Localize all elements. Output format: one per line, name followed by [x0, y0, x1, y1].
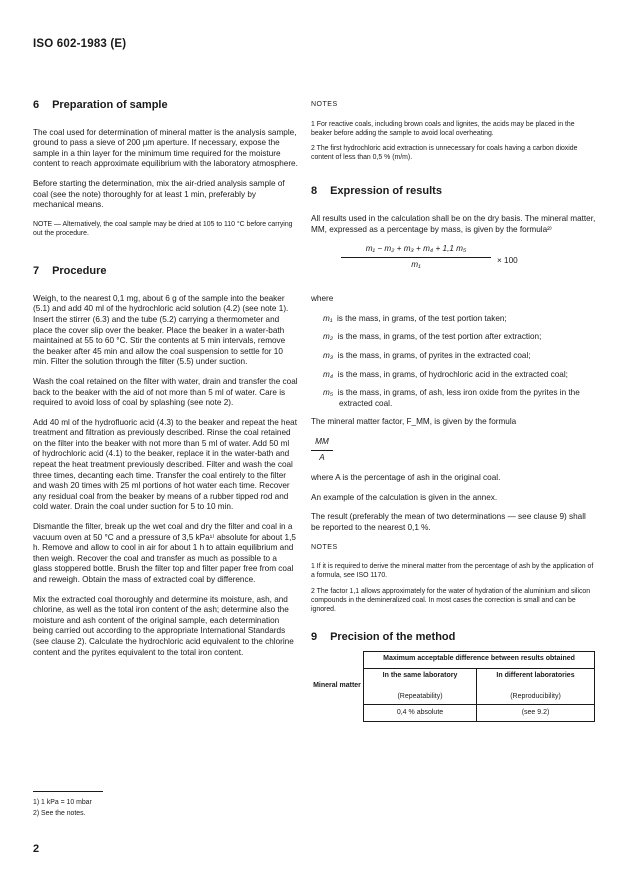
paragraph: Dismantle the filter, break up the wet coal and dry the filter and coal in a vacuum oven at 50 °C and a pressure of 3,5 kPa¹⁾ absolute for about 1,5 h. Remove and allow to cool in air for about 1 h to attain equilibrium and then weigh. Recover the coal and transfer as much as possible to a glass stoppered bottle. Brush the filter top and filter paper free from coal and reweigh. Obtain the mass of extracted coal by difference.: [33, 522, 296, 584]
definition-item: [323, 314, 597, 325]
section-7-heading: [33, 266, 298, 277]
symbol: m₅: [323, 388, 334, 398]
footnote: 2) See the notes.: [33, 810, 86, 817]
definition-item: [323, 370, 597, 381]
formula-fraction: [341, 244, 491, 270]
paragraph: The result (preferably the mean of two determinations — see clause 9) shall be reported to the nearest 0,1 %.: [311, 512, 586, 532]
footnotes: [33, 791, 298, 819]
paragraph: Mix the extracted coal thoroughly and determine its moisture, ash, and chlorine, as well as the total iron content of the ash; determine also the moisture and ash content of the original sample, each determination being carried out according to the appropriate International Standards (see clause 2). Calculate the hydrochloric acid equivalent to the chlorine content and the pyrites equivalent to the total iron content.: [33, 594, 294, 657]
definition-text: is the mass, in grams, of the test portion after extraction;: [337, 332, 542, 342]
section-9-heading: [311, 632, 597, 643]
table-cell: 0,4 % absolute: [364, 705, 477, 722]
section-number: 8: [311, 185, 318, 198]
formula-multiplier: × 100: [497, 256, 518, 266]
section-title: Expression of results: [330, 185, 442, 198]
section-number: 7: [33, 265, 40, 278]
section-title: Precision of the method: [330, 631, 456, 644]
where-label: where: [311, 294, 334, 304]
notes-title: NOTES: [311, 101, 338, 108]
definition-text: is the mass, in grams, of the test portion taken;: [336, 313, 507, 323]
definition-text: is the mass, in grams, of pyrites in the extracted coal;: [337, 350, 531, 360]
section-6-heading: [33, 100, 298, 111]
mineral-matter-formula: [311, 244, 597, 284]
formula-numerator: m₁ − m₂ + m₃ + m₄ + 1,1 m₅: [365, 244, 467, 254]
definition-text: is the mass, in grams, of hydrochloric acid in the extracted coal;: [337, 369, 568, 379]
precision-table: [311, 651, 595, 723]
paragraph: All results used in the calculation shall be on the dry basis. The mineral matter, MM, expressed as a percentage by mass, is given by the formula²⁾: [311, 214, 596, 234]
factor-denominator: A: [319, 452, 325, 462]
fraction-bar: [341, 257, 491, 258]
note: 2 The factor 1,1 allows approximately for the water of hydration of the aluminium and silicon compounds in the demineralized coal. In most cases the correction is small and can be ignored.: [311, 587, 591, 613]
left-column: [33, 100, 298, 667]
symbol-definitions: [323, 314, 597, 410]
paragraph: The mineral matter factor, F_MM, is given by the formula: [311, 417, 517, 427]
column-subtitle: (Repeatability): [397, 692, 443, 700]
factor-formula: [311, 437, 333, 463]
definition-text: is the mass, in grams, of ash, less iron oxide from the pyrites in the extracted coal.: [337, 388, 580, 408]
paragraph: Wash the coal retained on the filter with water, drain and transfer the coal back to the beaker with the aid of not more than 5 ml of water. Care is required to avoid loss of coal by splashing (see note 2).: [33, 376, 298, 408]
symbol: m₁: [323, 313, 333, 323]
symbol: m₃: [323, 350, 334, 360]
paragraph: Add 40 ml of the hydrofluoric acid (4.3) to the beaker and repeat the heat treatment and filtration as previously described. Rinse the coal retained on the filter into the beaker with not more than 5 ml of water. Add 50 ml of hydrochloric acid (4.1) to the beaker, replace it in the water-bath and repeat the heat treatment previously described. Filter and wash the coal three times, decanting each time. Transfer the coal entirely to the filter and wash 20 times with 25 ml portions of hot water each time. Recover any residual coal from the beaker by means of a rubber tipped rod and cold water. Drain the coal under suction for 5 to 10 min.: [33, 417, 297, 512]
paragraph: An example of the calculation is given in the annex.: [311, 492, 498, 502]
notes-title: NOTES: [311, 543, 338, 551]
footnote: 1) 1 kPa = 10 mbar: [33, 799, 92, 806]
document-id: ISO 602-1983 (E): [33, 38, 127, 50]
column-subtitle: (Reproducibility): [510, 692, 561, 700]
section-8-heading: [311, 186, 597, 197]
paragraph: where A is the percentage of ash in the original coal.: [311, 473, 501, 483]
formula-denominator: m₁: [411, 259, 421, 269]
factor-numerator: MM: [315, 436, 329, 446]
section-title: Procedure: [52, 265, 107, 278]
table-cell: (see 9.2): [477, 705, 595, 722]
page-number: 2: [33, 843, 40, 855]
column-title: In the same laboratory: [382, 671, 458, 679]
definition-item: [323, 351, 597, 362]
right-column: [311, 100, 597, 722]
note: 1 If it is required to derive the mineral matter from the percentage of ash by the application of a formula, see ISO 1170.: [311, 563, 594, 580]
paragraph: The coal used for determination of mineral matter is the analysis sample, ground to pass a sieve of 200 µm aperture. If necessary, expose the sample in a thin layer for the minimum time required for the moisture content to reach approximate equilibrium with the laboratory atmosphere.: [33, 127, 298, 169]
note: 1 For reactive coals, including brown coals and lignites, the acids may be placed in the beaker before adding the sample to avoid local overheating.: [311, 120, 575, 137]
symbol: m₂: [323, 332, 333, 342]
definition-item: [323, 332, 597, 343]
footnote-rule: [33, 791, 103, 792]
section-title: Preparation of sample: [52, 99, 168, 111]
section-number: 9: [311, 631, 318, 644]
column-header: [364, 668, 477, 705]
symbol: m₄: [323, 369, 334, 379]
column-title: In different laboratories: [496, 671, 575, 679]
note: NOTE — Alternatively, the coal sample may be dried at 105 to 110 °C before carrying out the procedure.: [33, 220, 293, 237]
fraction-bar: [311, 450, 333, 451]
definition-item: [323, 388, 597, 409]
table-header: Maximum acceptable difference between results obtained: [364, 651, 595, 668]
column-header: [477, 668, 595, 705]
paragraph: Weigh, to the nearest 0,1 mg, about 6 g of the sample into the beaker (5.1) and add 40 ml of the hydrochloric acid solution (4.2) (see note 1). Insert the stirrer (6.3) and the tube (5.2) carrying a thermometer and place the cover slip over the beaker. Place the beaker in a water-bath maintained at 55 to 60 °C. Stir the contents at 5 min intervals, remove the beaker after 45 min and allow the coal suspension to settle for 10 min. Filter the solution through the filter (5.5) under suction.: [33, 293, 289, 367]
note: 2 The first hydrochloric acid extraction is unnecessary for coals having a carbon dioxide content of less than 0,5 % (m/m).: [311, 145, 578, 162]
paragraph: Before starting the determination, mix the air-dried analysis sample of coal (see the note) thoroughly for at least 1 min, preferably by mechanical means.: [33, 178, 285, 210]
section-number: 6: [33, 99, 40, 111]
row-label: Mineral matter: [311, 651, 364, 722]
